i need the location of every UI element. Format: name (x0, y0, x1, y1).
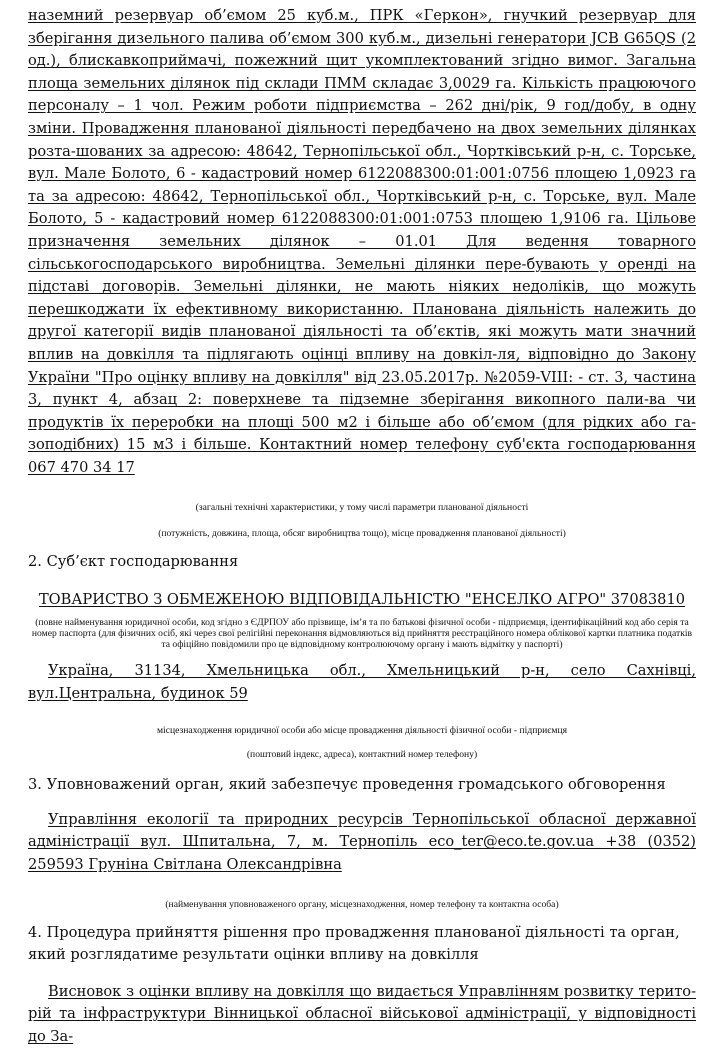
address-caption-line-1: місцезнаходження юридичної особи або місце провадження діяльності фізичної особи - підприємця (156, 725, 568, 737)
activity-description-paragraph: наземний резервуар об’ємом 25 куб.м., ПРК «Геркон», гнучкий резервуар для зберігання дизельного палива об’ємом 300 куб.м., дизельні генератори JCB G65QS (2 од.), блискавкоприймачі, пожежний щит укомплектований згідно вимог. Загальна площа земельних ділянок під склади ПММ складає 3,0029 га. Кількість працюючого персоналу – 1 чол. Режим роботи підприємства – 262 дні/рік, 9 год/добу, в одну зміни. Провадження планованої діяльності передбачено на двох земельних ділянках розта-шованих за адресою: 48642, Тернопільської обл., Чортківський р-н, с. Торське, вул. Мале Болото, 6 - кадастровий номер 6122088300:01:001:0756 площею 1,0923 га та за адресою: 48642, Тернопільської обл., Чортківський р-н, с. Торське, вул. Мале Болото, 5 - кадастровий номер 6122088300:01:001:0753 площею 1,9106 га. Цільове призначення земельних ділянок – 01.01 Для ведення товарного сільськогосподарського виробництва. Земельні ділянки пере-бувають у оренді на підставі договорів. Земельні ділянки, не мають ніяких недоліків, що можуть перешкоджати їх ефективному використанню. Планована діяльність належить до другої категорії видів планованої діяльності та об’єктів, які можуть мати значний вплив на довкілля та підлягають оцінці впливу на довкіл-ля, відповідно до Закону України "Про оцінку впливу на довкілля" від 23.05.2017р. №2059-VIII: - ст. 3, частина 3, пункт 4, абзац 2: поверхневе та підземне зберігання викопного пали-ва чи продуктів їх переробки на площі 500 м2 і більше або об’ємом (для рідких або га-зоподібних) 15 м3 і більше. Контактний номер телефону суб'єкта господарювання 067 470 34 17 (28, 7, 696, 476)
section-2-heading: 2. Суб’єкт господарювання (28, 553, 239, 571)
section-4-heading: 4. Процедура прийняття рішення про провадження планованої діяльності та орган, який розглядатиме результати оцінки впливу на довкілля (28, 923, 680, 964)
activity-caption-line-2: (потужність, довжина, площа, обсяг виробництва тощо), місце провадження планованої діяльності) (158, 528, 566, 540)
authority-details: Управління екології та природних ресурсів Тернопільської обласної державної адміністрації вул. Шпитальна, 7, м. Тернопіль eco_ter@eco.te.gov.ua +38 (0352) 259593 Груніна Світлана Олександрівна (28, 810, 696, 874)
company-caption: (повне найменування юридичної особи, код згідно з ЄДРПОУ або прізвище, ім’я та по батькові фізичної особи - підприємця, ідентифікаційний код або серія та номер паспорта (для фізичних осіб, які через свої релігійні переконання відмовляються від прийняття реєстраційного номера облікової картки платника податків та офіційно повідомили про це відповідному контролюючому органу і мають відмітку у паспорті) (31, 617, 693, 651)
section-3-heading: 3. Уповноважений орган, який забезпечує проведення громадського обговорення (28, 776, 666, 794)
decision-procedure-text: Висновок з оцінки впливу на довкілля що видається Управлінням розвитку терито-рій та інфраструктури Вінницької обласної військової адміністрації, у відповідності до За- (28, 982, 696, 1045)
company-address: Україна, 31134, Хмельницька обл., Хмельницький р-н, село Сахнівці, вул.Центральна, будинок 59 (28, 662, 696, 702)
address-caption-line-2: (поштовий індекс, адреса), контактний номер телефону) (246, 749, 478, 761)
company-name: ТОВАРИСТВО З ОБМЕЖЕНОЮ ВІДПОВІДАЛЬНІСТЮ "ЕНСЕЛКО АГРО" 37083810 (38, 591, 686, 609)
activity-caption-line-1: (загальні технічні характеристики, у тому числі параметри планованої діяльності (195, 502, 529, 514)
authority-caption: (найменування уповноваженого органу, місцезнаходження, номер телефону та контактна особа) (165, 898, 559, 910)
